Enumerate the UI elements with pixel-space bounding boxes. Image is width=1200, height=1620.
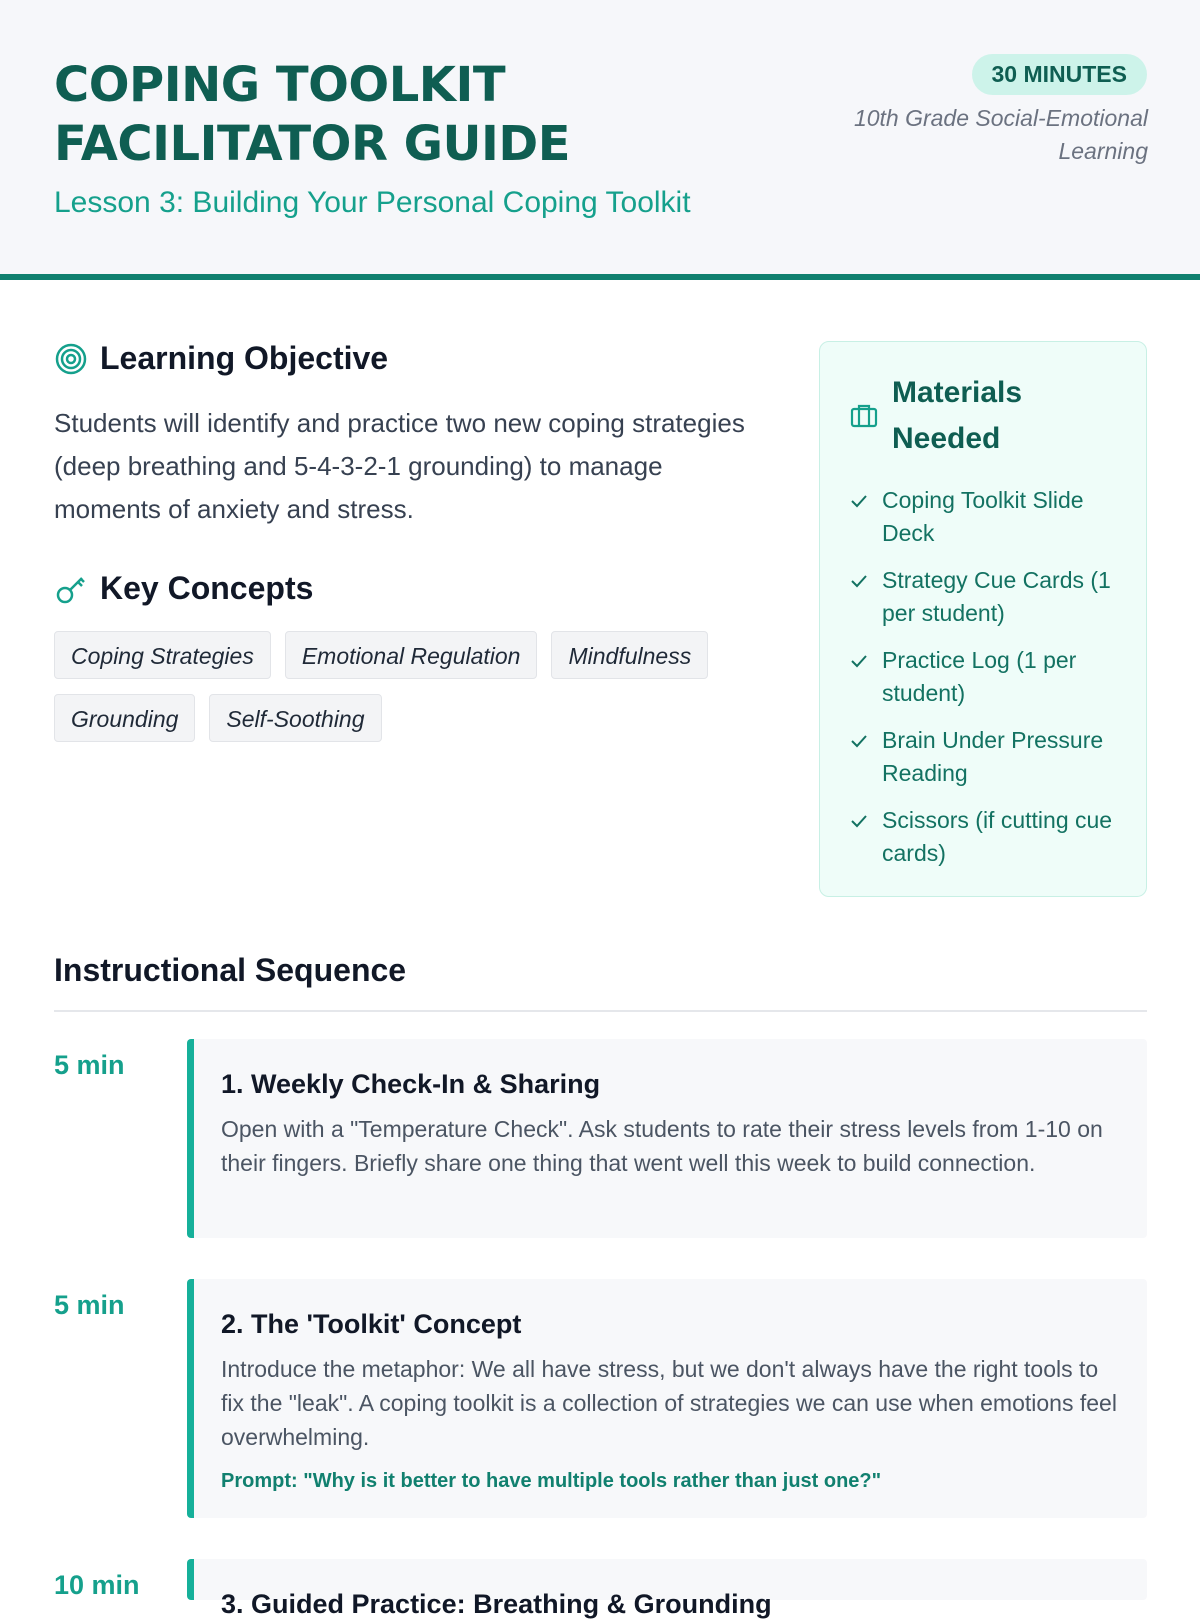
objective-heading-label: Learning Objective: [100, 340, 389, 376]
list-item: [848, 564, 1128, 630]
material-label: Brain Under Pressure Reading: [882, 727, 1104, 786]
materials-heading: [848, 370, 1092, 462]
sequence-heading: Instructional Sequence: [54, 952, 407, 988]
check-icon: [848, 730, 870, 752]
step-time: 10 min: [54, 1570, 140, 1600]
concept-tag: Grounding: [54, 694, 195, 742]
step-description: Introduce the metaphor: We all have stress, but we don't always have the right tools to fix the "leak". A coping toolkit is a collection of strategies we can use when emotions feel overwhelming.: [221, 1356, 1117, 1450]
step-card: [187, 1559, 1147, 1619]
step-title: 2. The 'Toolkit' Concept: [221, 1309, 522, 1339]
concepts-heading: [54, 570, 313, 607]
step-card: [187, 1039, 1147, 1238]
briefcase-icon: [848, 400, 880, 432]
concept-tags: [54, 631, 774, 742]
concept-tag: Coping Strategies: [54, 631, 271, 679]
material-label: Coping Toolkit Slide Deck: [882, 487, 1084, 546]
title-line-2: FACILITATOR GUIDE: [54, 116, 570, 172]
check-icon: [848, 810, 870, 832]
step-time: 5 min: [54, 1050, 125, 1080]
list-item: [848, 644, 1128, 710]
list-item: [848, 804, 1128, 870]
check-icon: [848, 650, 870, 672]
objective-heading: [54, 340, 388, 377]
materials-heading-label: Materials Needed: [892, 376, 1023, 455]
duration-badge: 30 MINUTES: [972, 54, 1147, 95]
materials-list: [848, 484, 1128, 884]
concepts-heading-label: Key Concepts: [100, 570, 314, 606]
material-label: Practice Log (1 per student): [882, 647, 1077, 706]
material-label: Scissors (if cutting cue cards): [882, 807, 1113, 866]
concept-tag: Mindfulness: [551, 631, 708, 679]
materials-panel: [819, 341, 1147, 897]
concept-tag: Emotional Regulation: [285, 631, 538, 679]
material-label: Strategy Cue Cards (1 per student): [882, 567, 1111, 626]
page-title: [54, 56, 570, 174]
check-icon: [848, 490, 870, 512]
list-item: [848, 724, 1128, 790]
check-icon: [848, 570, 870, 592]
target-icon: [54, 342, 88, 376]
lesson-subtitle: Lesson 3: Building Your Personal Coping Toolkit: [54, 186, 691, 219]
header: [0, 0, 1200, 280]
divider: [54, 1010, 1147, 1012]
grade-level: 10th Grade Social-Emotional Learning: [853, 105, 1148, 164]
step-description: Open with a "Temperature Check". Ask students to rate their stress levels from 1-10 on their fingers. Briefly share one thing that went well this week to build connection.: [221, 1116, 1103, 1176]
step-title: 3. Guided Practice: Breathing & Grounding: [221, 1589, 772, 1619]
step-time: 5 min: [54, 1290, 125, 1320]
list-item: [848, 484, 1128, 550]
step-prompt: Prompt: "Why is it better to have multiple tools rather than just one?": [221, 1470, 882, 1492]
concept-tag: Self-Soothing: [209, 694, 381, 742]
key-icon: [54, 572, 88, 606]
objective-text: Students will identify and practice two new coping strategies (deep breathing and 5-4-3-2-1 grounding) to manage moments of anxiety and stress.: [54, 408, 745, 524]
step-title: 1. Weekly Check-In & Sharing: [221, 1069, 601, 1099]
step-card: [187, 1279, 1147, 1518]
title-line-1: COPING TOOLKIT: [54, 57, 506, 113]
